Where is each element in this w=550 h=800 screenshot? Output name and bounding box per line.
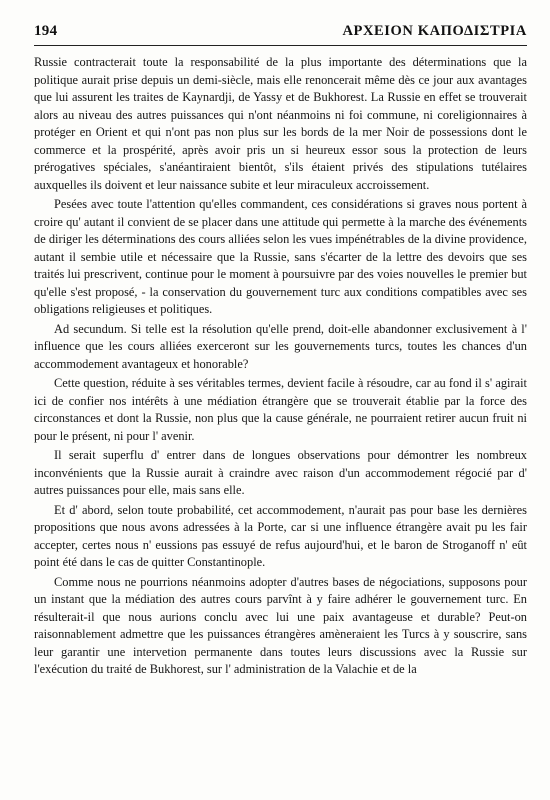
paragraph: Ad secundum. Si telle est la résolution qu'elle prend, doit-elle abandonner exclusivement à l' influence que les cours alliées exerceront sur les gouvernements turcs, toutes les chances d'un accommodement avantageux et honorable?: [34, 321, 527, 371]
body-text: [34, 54, 527, 681]
running-title: ΑΡΧΕΙΟΝ ΚΑΠΟΔΙΣΤΡΙΑ: [342, 23, 527, 39]
paragraph: Cette question, réduite à ses véritables termes, devient facile à résoudre, car au fond il s' agirait ici de confier nos intérêts à une médiation étrangère que se trouverait établie par la force des circonstances et dont la Russie, non plus que la cause générale, ne pourraient retirer aucun fruit ni pour le présent, ni pour l' avenir.: [34, 376, 527, 443]
paragraph: Et d' abord, selon toute probabilité, cet accommodement, n'aurait pas pour base les dernières propositions que nous avons adressées à la Porte, car si une influence étrangère avait pu les fair accepter, certes nous n' eussions pas essuyé de refus aujourd'hui, et le baron de Stroganoff n' eût point été dans le cas de quitter Constantinople.: [34, 502, 527, 569]
paragraph: Russie contracterait toute la responsabilité de la plus importante des déterminations que la politique aurait prise depuis un demi-siècle, mais elle renoncerait même dès ce jour aux avantages que lui assurent les traites de Kaynardji, de Yassy et de Bukhorest. La Russie en effet se trouverait alors au niveau des autres puissances qui n'ont néanmoins ni foi commune, ni coreligionnaires à protéger en Orient et qui n'ont pas non plus sur les bords de la mer Noir de possessions dont le commerce et la prospérité, après avoir pris un si heureux essor sous la protection de leurs prérogatives spéciales, s'anéantiraient bientôt, s'ils étaient privés des stipulations tutélaires auxquelles ils doivent et leur naissance subite et leur miraculeux accroissement.: [34, 55, 527, 192]
page-number: 194: [34, 23, 58, 39]
paragraph: Pesées avec toute l'attention qu'elles commandent, ces considérations si graves nous portent à croire qu' autant il convient de se placer dans une attitude qui permette à la marche des événements de diriger les déterminations des cours alliées selon les vues impénétrables de la divine providence, autant il sembie utile et nécessaire que la Russie, sans s'écarter de la lettre des devoirs que ses traités lui prescrivent, continue pour le moment à poursuivre par des voies nouvelles le premier but qu'elle s'est proposé, - la conservation du gouvernement turc aux conditions compatibles avec ses obligations religieuses et politiques.: [34, 197, 527, 316]
paragraph: Comme nous ne pourrions néanmoins adopter d'autres bases de négociations, supposons pour un instant que la médiation des autres cours parvînt à y faire adhérer le gouvernement turc. En résulterait-il que nous aurions conclu avec lui une paix avantageuse et durable? Peut-on raisonnablement admettre que les puissances étrangères amèneraient les Turcs à y souscrire, sans leur garantir une intervetion permanente dans toutes leurs discussions avec la Russie sur l'exécution du traité de Bukhorest, sur l' administration de la Valachie et de la: [34, 574, 527, 676]
paragraph: Il serait superflu d' entrer dans de longues observations pour démontrer les nombreux inconvénients que la Russie aurait à craindre avec raison d'un accommodement régocié par d' autres puissances pour elle, mais sans elle.: [34, 448, 527, 497]
header-rule: [34, 45, 527, 46]
running-head: [34, 23, 527, 45]
